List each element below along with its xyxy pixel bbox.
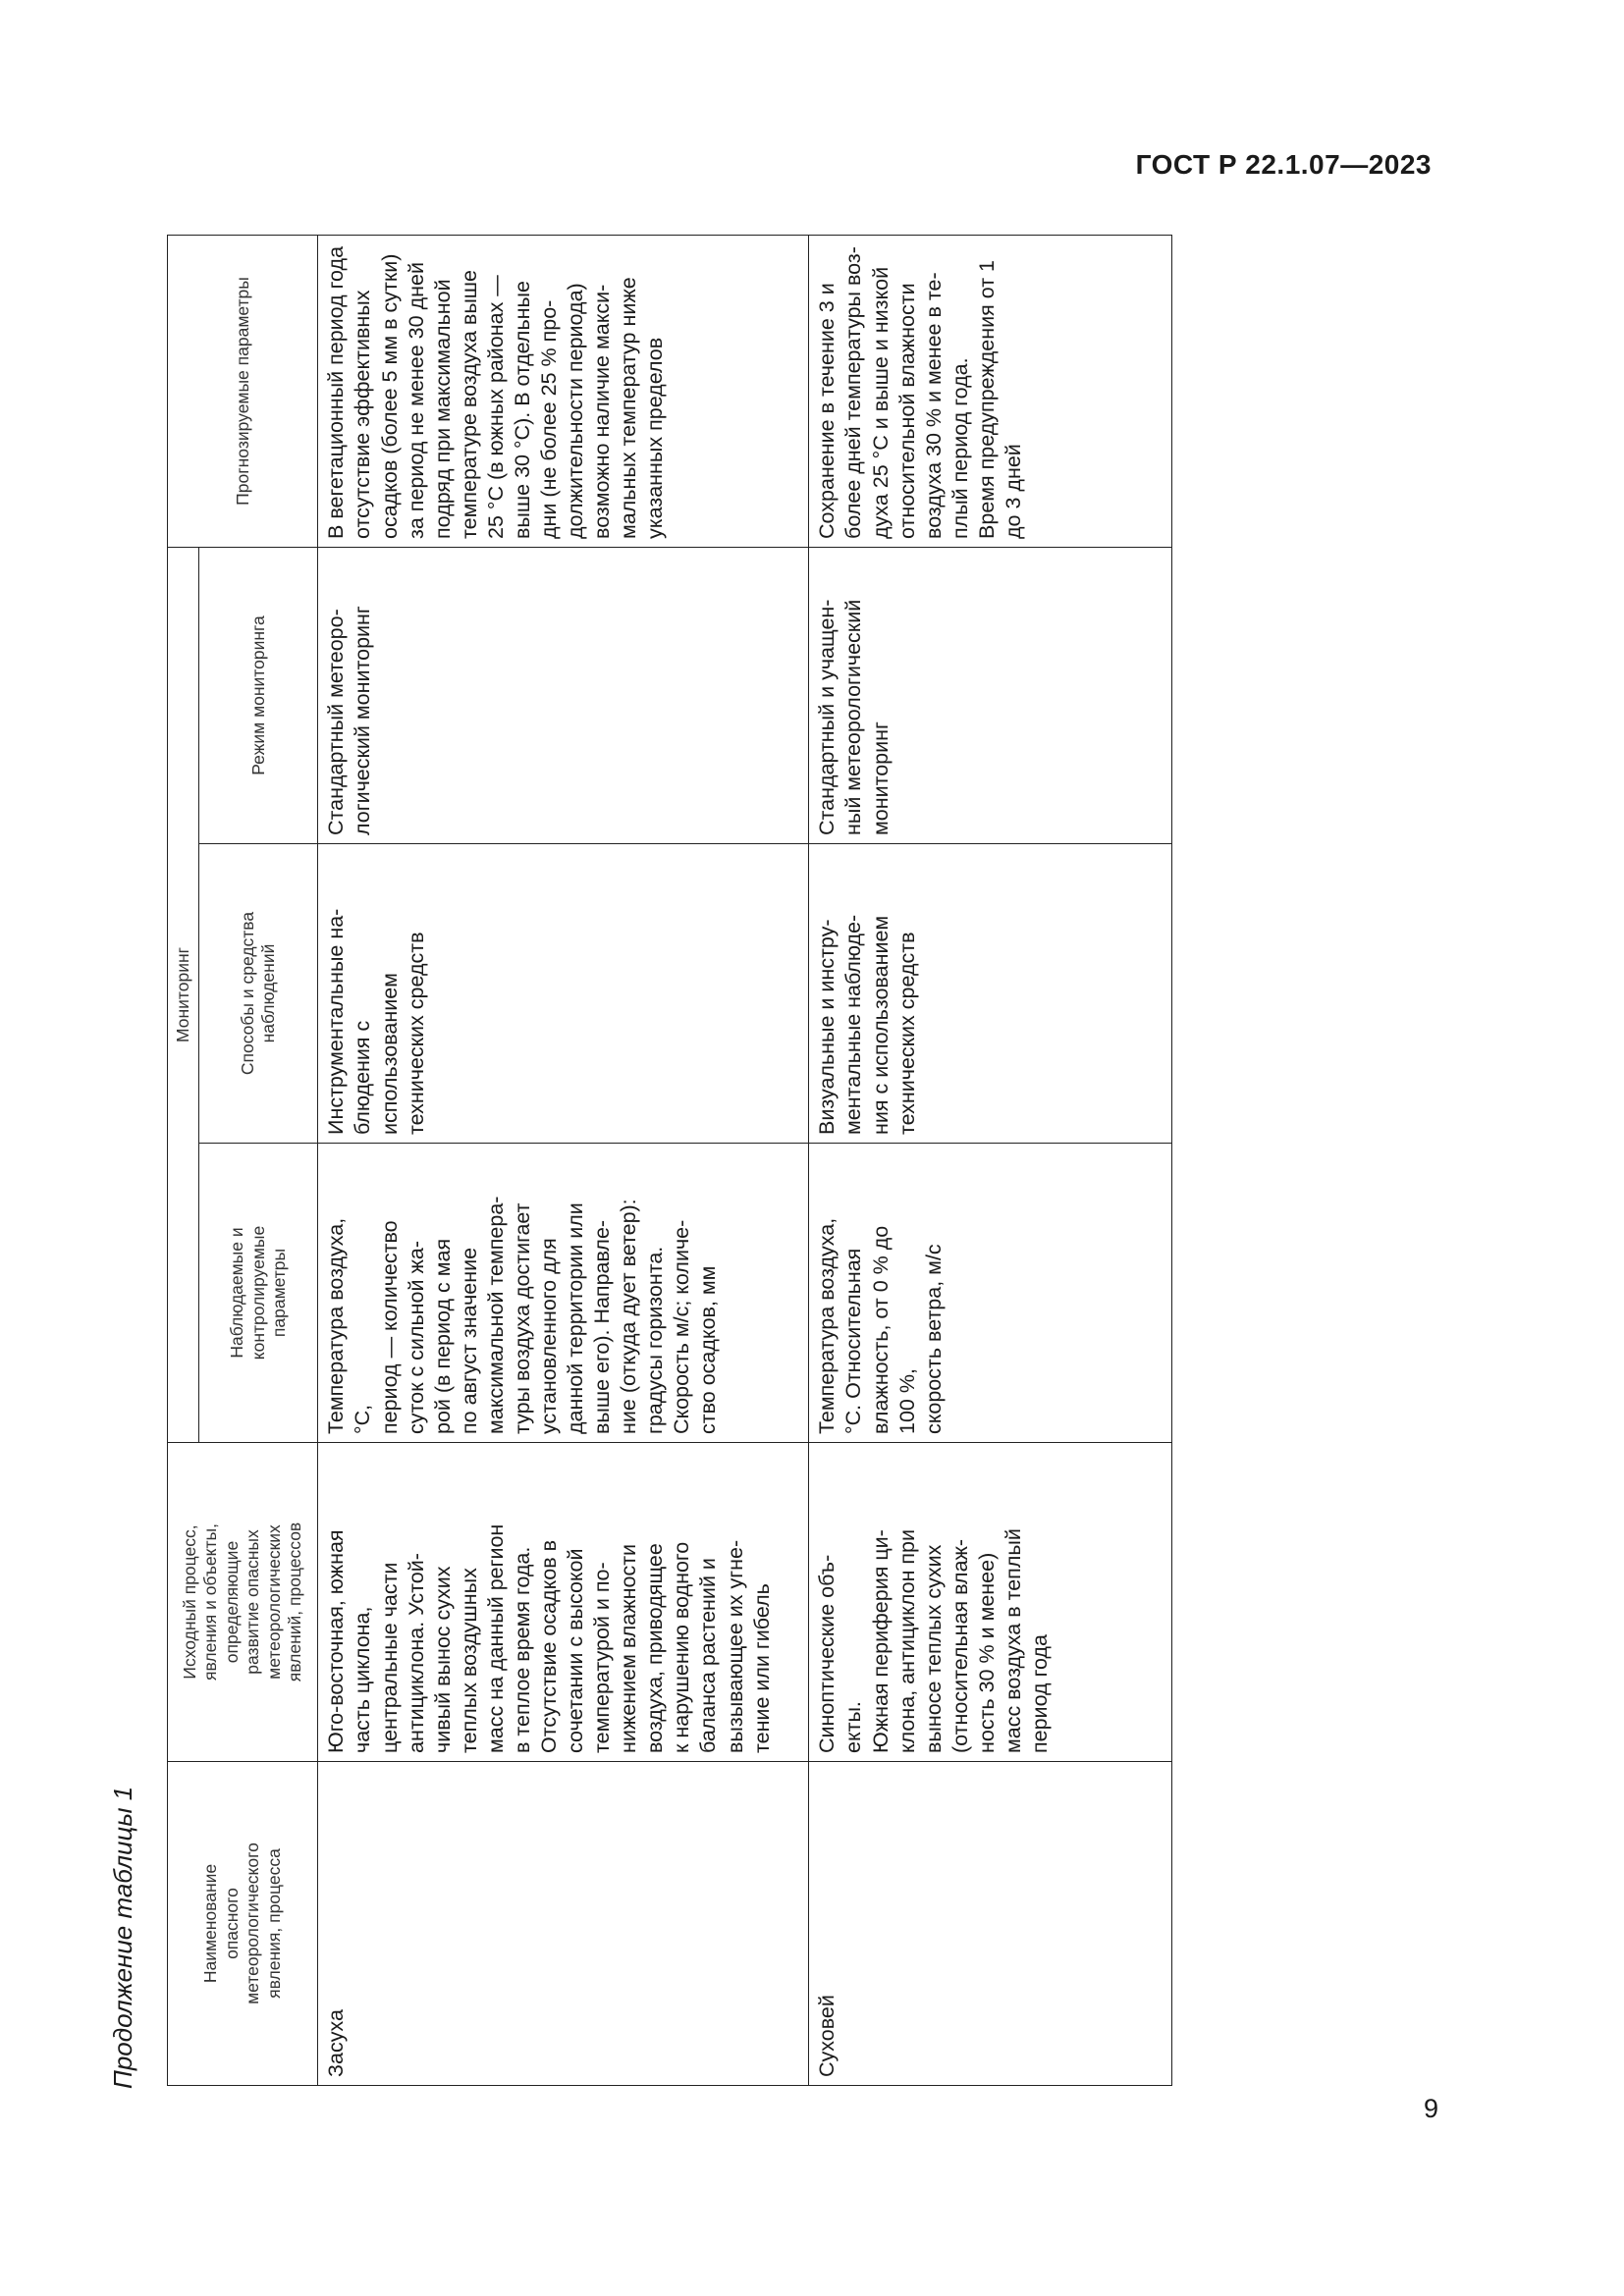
cell-mode: Стандартный метеоро- логический мониторинг [318,547,809,843]
cell-params: Температура воздуха, °С, период — количество суток с сильной жа- рой (в период с мая по август значение максимальной темпера- туры воздуха достигает установленного для данной территории или выше его). Направле- ние (откуда дует ветер): градусы горизонта. Скорость м/с; количе- ство осадков, мм [318,1144,809,1443]
table-row [318,235,809,2085]
header-source: Исходный процесс, явления и объекты, определяющие развитие опасных метеорологических явлений, процессов [168,1443,318,1762]
cell-forecast: В вегетационный период года отсутствие эффективных осадков (более 5 мм в сутки) за период не менее 30 дней подряд при максимальной температуре воздуха выше 25 °С (в южных районах — выше 30 °С). В отдельные дни (не более 25 % про- должительности периода) возможно наличие макси- мальных температур ниже указанных пределов [318,235,809,547]
header-row [168,235,199,2085]
page-number: 9 [1424,2094,1439,2123]
cell-params: Температура воздуха, °С. Относительная влажность, от 0 % до 100 %, скорость ветра, м/с [809,1144,1172,1443]
table-row [809,235,1172,2085]
header-name: Наименование опасного метеорологического явления, процесса [168,1762,318,2086]
header-params: Наблюдаемые и контролируемые параметры [199,1144,318,1443]
header-methods: Способы и средства наблюдений [199,844,318,1144]
cell-name: Засуха [318,1762,809,2086]
rotated-table-container [167,236,1172,2086]
cell-methods: Инструментальные на- блюдения с использованием технических средств [318,844,809,1144]
cell-source: Синоптические объ- екты. Южная периферия ци- клона, антициклон при выносе теплых сухих (относительная влаж- ность 30 % и менее) масс воздуха в теплый период года [809,1443,1172,1762]
header-forecast: Прогнозируемые параметры [168,235,318,547]
header-mode: Режим мониторинга [199,547,318,843]
cell-forecast: Сохранение в течение 3 и более дней температуры воз- духа 25 °С и выше и низкой относительной влажности воздуха 30 % и менее в те- плый период года. Время предупреждения от 1 до 3 дней [809,235,1172,547]
cell-methods: Визуальные и инстру- ментальные наблюде- ния с использованием технических средств [809,844,1172,1144]
cell-source: Юго-восточная, южная часть циклона, центральные части антициклона. Устой- чивый вынос сухих теплых воздушных масс на данный регион в теплое время года. Отсутствие осадков в сочетании с высокой температурой и по- нижением влажности воздуха, приводящее к нарушению водного баланса растений и вызывающее их угне- тение или гибель [318,1443,809,1762]
hazard-monitoring-table [167,235,1172,2086]
cell-name: Суховей [809,1762,1172,2086]
header-monitoring: Мониторинг [168,547,199,1442]
table-caption: Продолжение таблицы 1 [108,1786,137,2089]
cell-mode: Стандартный и учащен- ный метеорологический мониторинг [809,547,1172,843]
document-number: ГОСТ Р 22.1.07—2023 [1135,149,1432,180]
